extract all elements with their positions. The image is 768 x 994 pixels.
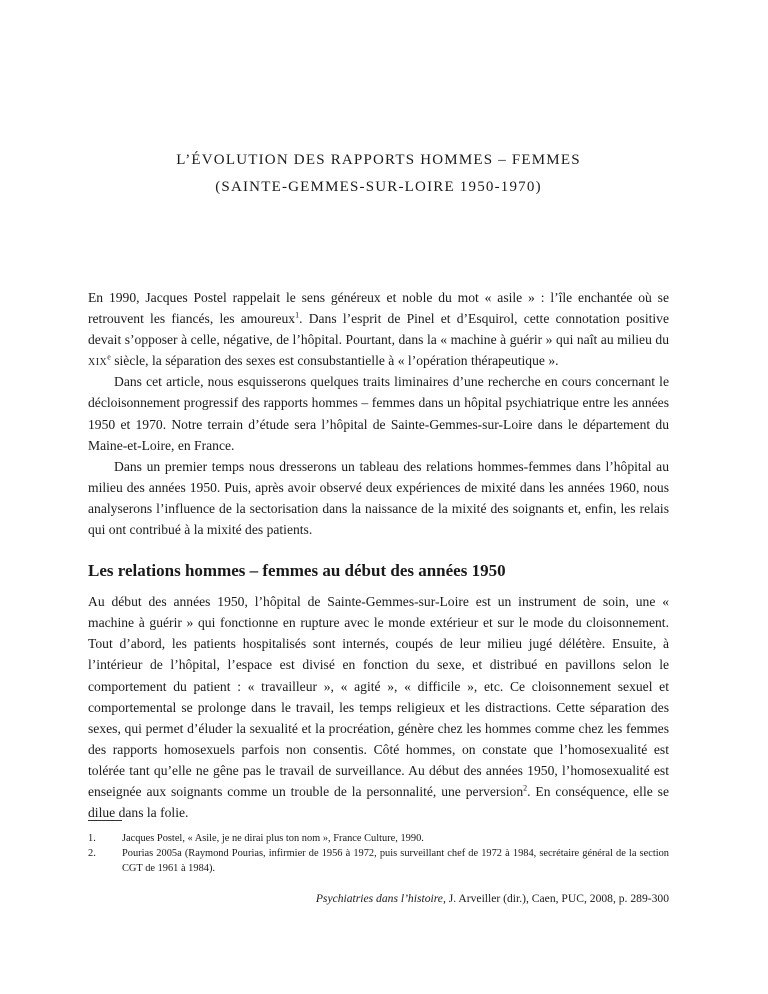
footnote-item <box>88 831 669 846</box>
footnote-ref-1: 1 <box>295 310 300 320</box>
intro-p1-text-b: . Dans l’esprit de Pinel et d’Esquirol, cette connotation positive devait s’opposer à celle, négative, de l’hôpital. Pourtant, dans la « machine à guérir » qui naît au milieu du <box>88 311 669 348</box>
intro-paragraph-1 <box>88 287 669 371</box>
footnote-item <box>88 846 669 876</box>
title-line-2: (SAINTE-GEMMES-SUR-LOIRE 1950-1970) <box>215 179 542 195</box>
article-title <box>88 147 669 201</box>
article-body <box>88 287 669 823</box>
footnote-text: Jacques Postel, « Asile, je ne dirai plus ton nom », France Culture, 1990. <box>122 833 424 844</box>
book-title: Psychiatries dans l’histoire <box>315 892 443 905</box>
section-p1-text-a: Au début des années 1950, l’hôpital de Sainte-Gemmes-sur-Loire est un instrument de soin, une « machine à guérir » qui fonctionne en rupture avec le monde extérieur et sur le mode du cloisonnement. Tout d’abord, les patients hospitalisés sont internés, coupés de leur milieu jugé délétère. Ensuite, à l’intérieur de l’hôpital, l’espace est divisé en fonction du sexe, et distribué en pavillons selon le comportement du patient : « travailleur », « agité », « difficile », etc. Ce cloisonnement sexuel et comportemental se prolonge dans le travail, les temps religieux et les distractions. Cette séparation des sexes, qui permet d’éluder la sexualité et la procréation, génère chez les hommes comme chez les femmes des rapports homosexuels parfois non consentis. Côté hommes, on constate que l’homosexualité est tolérée tant qu’elle ne gêne pas le travail de surveillance. Au début des années 1950, l’homosexualité est enseignée aux soignants comme un trouble de la personnalité, une perversion <box>88 594 669 799</box>
intro-paragraph-2: Dans cet article, nous esquisserons quelques traits liminaires d’une recherche en cours concernant le décloisonnement progressif des rapports hommes – femmes dans un hôpital psychiatrique entre les années 1950 et 1970. Notre terrain d’étude sera l’hôpital de Sainte-Gemmes-sur-Loire dans le département du Maine-et-Loire, en France. <box>88 374 669 453</box>
section-paragraph-1 <box>88 591 669 823</box>
footnote-ref-2: 2 <box>523 783 528 793</box>
century-superscript: e <box>107 352 111 362</box>
century-numeral: xix <box>88 353 108 369</box>
page-footer-citation <box>88 892 669 905</box>
footnote-divider <box>88 820 122 821</box>
intro-p1-text-c: siècle, la séparation des sexes est consubstantielle à « l’opération thérapeutique ». <box>110 353 559 369</box>
title-line-1: L’ÉVOLUTION DES RAPPORTS HOMMES – FEMMES <box>176 152 581 168</box>
footnote-number: 2. <box>88 848 96 859</box>
section-p1-text-b: . En conséquence, elle se dilue dans la folie. <box>88 783 669 821</box>
footnotes <box>88 831 669 876</box>
citation-details: , J. Arveiller (dir.), Caen, PUC, 2008, p. 289-300 <box>442 892 669 905</box>
footnote-number: 1. <box>88 833 96 844</box>
footnote-text: Pourias 2005a (Raymond Pourias, infirmier de 1956 à 1972, puis surveillant chef de 1972 à 1984, secrétaire général de la section CGT de 1961 à 1984). <box>122 848 669 874</box>
intro-paragraph-3: Dans un premier temps nous dresserons un tableau des relations hommes-femmes dans l’hôpital au milieu des années 1950. Puis, après avoir observé deux expériences de mixité dans les années 1960, nous analyserons l’influence de la sectorisation dans la naissance de la mixité des soignants et, enfin, les relais qui ont contribué à la mixité des patients. <box>88 458 669 538</box>
section-heading: Les relations hommes – femmes au début des années 1950 <box>88 561 506 581</box>
intro-p1-text-a: En 1990, Jacques Postel rappelait le sens généreux et noble du mot « asile » : l’île enchantée où se retrouvent les fiancés, les amoureux <box>88 290 669 327</box>
